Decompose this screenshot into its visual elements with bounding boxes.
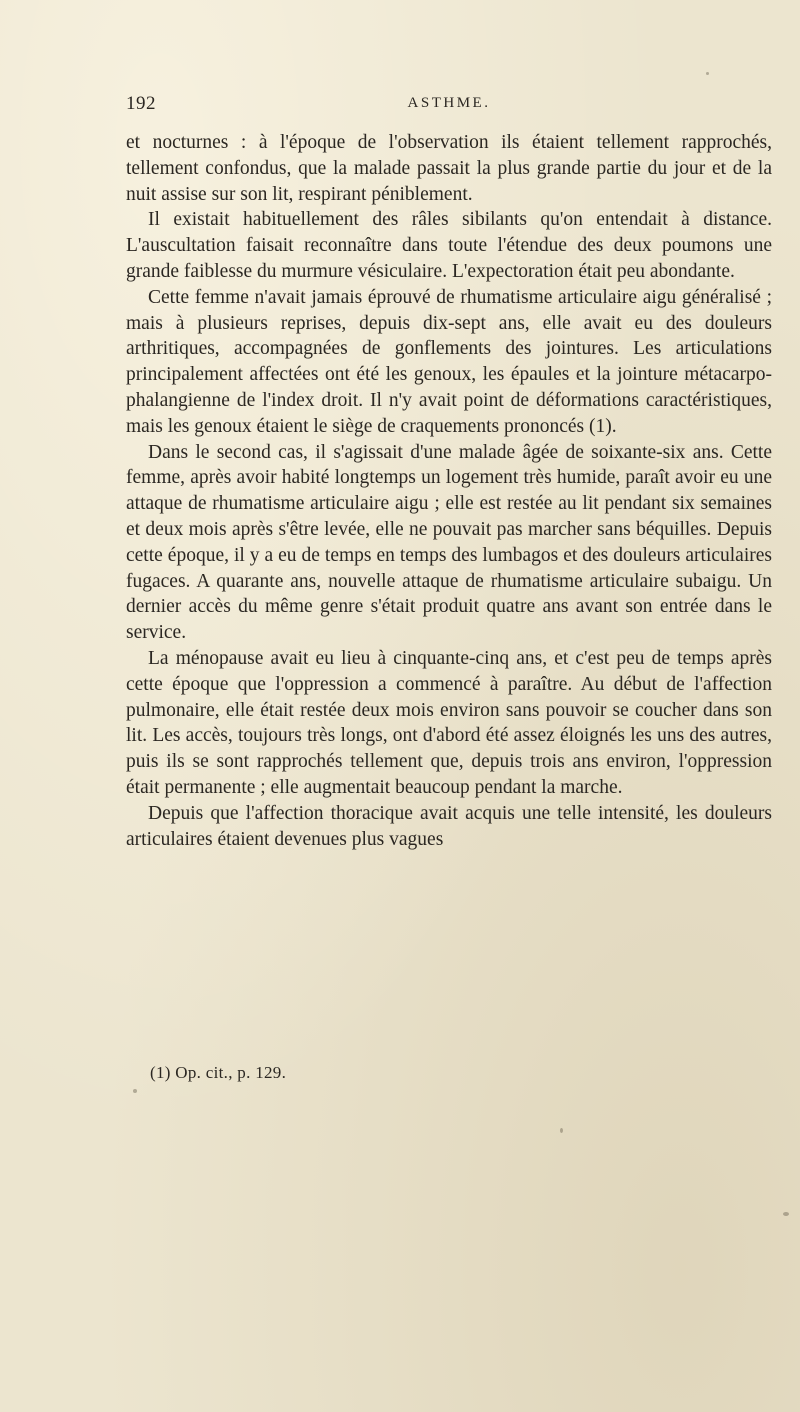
paragraph-4: Dans le second cas, il s'agissait d'une malade âgée de soixante-six ans. Cette femme, après avoir habité longtemps un logement très humide, paraît avoir eu une attaque de rhumatisme articulaire aigu ; elle est restée au lit pendant six semaines et deux mois après s'être levée, elle ne pouvait pas marcher sans béquilles. Depuis cette époque, il y a eu de temps en temps des lumbagos et des douleurs articulaires fugaces. A quarante ans, nouvelle attaque de rhumatisme articulaire subaigu. Un dernier accès du même genre s'était produit quatre ans avant son entrée dans le service. xyxy=(126,441,772,644)
paragraph-2: Il existait habituellement des râles sibilants qu'on entendait à distance. L'auscultation faisait reconnaître dans toute l'étendue des deux poumons une grande faiblesse du murmure vésiculaire. L'expectoration était peu abondante. xyxy=(126,209,772,282)
page-number: 192 xyxy=(126,93,156,114)
paper-speck xyxy=(783,1212,789,1216)
running-head xyxy=(126,93,772,117)
paragraph-6: Depuis que l'affection thoracique avait acquis une telle intensité, les douleurs articulaires étaient devenues plus vagues xyxy=(126,802,772,850)
paper-speck xyxy=(706,72,709,75)
paragraph-1: et nocturnes : à l'époque de l'observation ils étaient tellement rapprochés, tellement confondus, que la malade passait la plus grande partie du jour et de la nuit assise sur son lit, respirant péniblement. xyxy=(126,132,772,205)
footnote: (1) Op. cit., p. 129. xyxy=(150,1063,287,1082)
body-text xyxy=(126,130,772,852)
paragraph-3: Cette femme n'avait jamais éprouvé de rhumatisme articulaire aigu généralisé ; mais à plusieurs reprises, depuis dix-sept ans, elle avait eu des douleurs arthritiques, accompagnées de gonflements des jointures. Les articulations principalement affectées ont été les genoux, les épaules et la jointure métacarpo-phalangienne de l'index droit. Il n'y avait point de déformations caractéristiques, mais les genoux étaient le siège de craquements prononcés (1). xyxy=(126,286,772,437)
paragraph-5: La ménopause avait eu lieu à cinquante-cinq ans, et c'est peu de temps après cette époque que l'oppression a commencé à paraître. Au début de l'affection pulmonaire, elle était restée deux mois environ sans pouvoir se coucher dans son lit. Les accès, toujours très longs, ont d'abord été assez éloignés les uns des autres, puis ils se sont rapprochés tellement que, depuis trois ans environ, l'oppression était permanente ; elle augmentait beaucoup pendant la marche. xyxy=(126,647,772,798)
paper-speck xyxy=(560,1128,563,1133)
paper-speck xyxy=(133,1089,137,1093)
running-title: ASTHME. xyxy=(407,95,491,111)
